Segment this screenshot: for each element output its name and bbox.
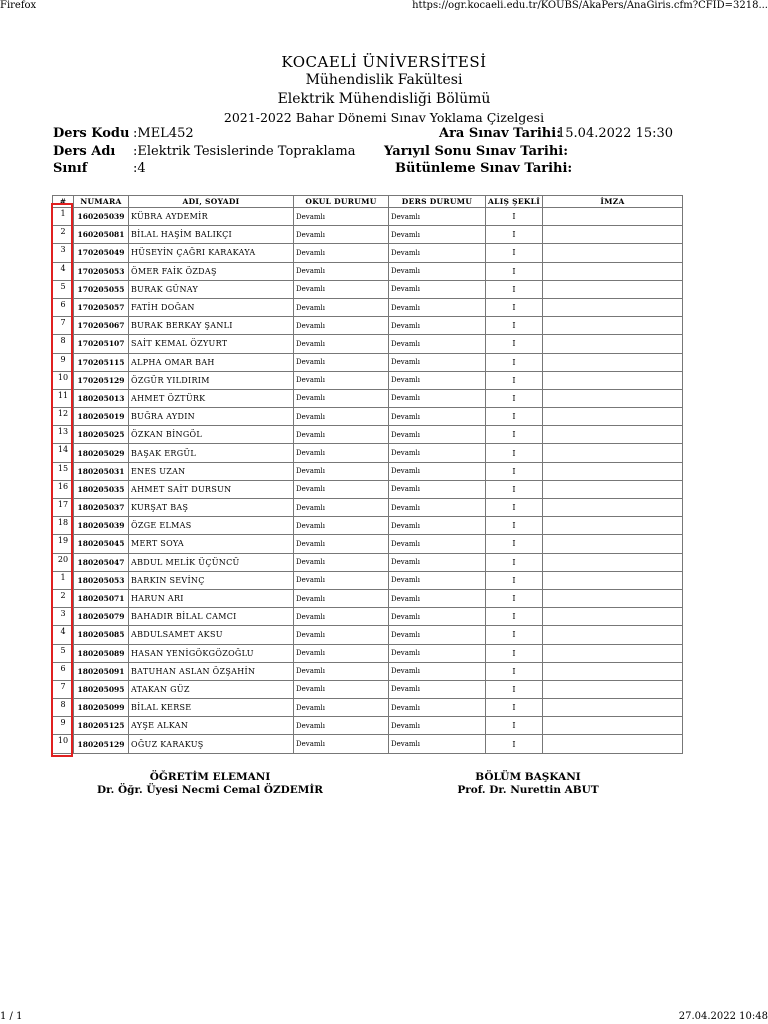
row-number: 6 bbox=[53, 298, 74, 316]
table-row bbox=[53, 480, 683, 498]
table-row bbox=[53, 208, 683, 226]
student-name: AHMET SAİT DURSUN bbox=[129, 480, 294, 498]
school-status: Devamlı bbox=[294, 408, 389, 426]
student-name: HARUN ARI bbox=[129, 589, 294, 607]
course-status: Devamlı bbox=[389, 626, 486, 644]
table-row bbox=[53, 426, 683, 444]
enroll-type: I bbox=[486, 499, 543, 517]
table-row bbox=[53, 571, 683, 589]
student-name: ÖMER FAİK ÖZDAŞ bbox=[129, 262, 294, 280]
course-status: Devamlı bbox=[389, 426, 486, 444]
enroll-type: I bbox=[486, 571, 543, 589]
row-number: 8 bbox=[53, 699, 74, 717]
signature-cell bbox=[543, 280, 683, 298]
signature-cell bbox=[543, 499, 683, 517]
department-title: Elektrik Mühendisliği Bölümü bbox=[277, 91, 491, 107]
enroll-type: I bbox=[486, 226, 543, 244]
col-header-enroll-type: ALIŞ ŞEKLİ bbox=[486, 196, 543, 208]
course-status: Devamlı bbox=[389, 208, 486, 226]
student-number: 160205039 bbox=[74, 208, 129, 226]
school-status: Devamlı bbox=[294, 226, 389, 244]
signature-cell bbox=[543, 608, 683, 626]
school-status: Devamlı bbox=[294, 371, 389, 389]
course-status: Devamlı bbox=[389, 735, 486, 753]
school-status: Devamlı bbox=[294, 353, 389, 371]
school-status: Devamlı bbox=[294, 608, 389, 626]
student-number: 170205055 bbox=[74, 280, 129, 298]
student-number: 180205025 bbox=[74, 426, 129, 444]
class-value: :4 bbox=[133, 161, 146, 176]
row-number: 13 bbox=[53, 426, 74, 444]
attendance-table bbox=[52, 195, 683, 754]
signature-cell bbox=[543, 735, 683, 753]
course-status: Devamlı bbox=[389, 244, 486, 262]
enroll-type: I bbox=[486, 480, 543, 498]
table-row bbox=[53, 298, 683, 316]
student-name: ÖZKAN BİNGÖL bbox=[129, 426, 294, 444]
student-number: 170205053 bbox=[74, 262, 129, 280]
student-name: ÖZGÜR YILDIRIM bbox=[129, 371, 294, 389]
enroll-type: I bbox=[486, 371, 543, 389]
school-status: Devamlı bbox=[294, 517, 389, 535]
course-status: Devamlı bbox=[389, 717, 486, 735]
row-number: 10 bbox=[53, 371, 74, 389]
student-number: 170205049 bbox=[74, 244, 129, 262]
table-row bbox=[53, 389, 683, 407]
row-number: 2 bbox=[53, 226, 74, 244]
school-status: Devamlı bbox=[294, 335, 389, 353]
row-number: 12 bbox=[53, 408, 74, 426]
student-name: OĞUZ KARAKUŞ bbox=[129, 735, 294, 753]
university-title: KOCAELİ ÜNİVERSİTESİ bbox=[281, 53, 487, 71]
final-date-label: Yarıyıl Sonu Sınav Tarihi: bbox=[384, 144, 569, 159]
student-number: 180205071 bbox=[74, 589, 129, 607]
enroll-type: I bbox=[486, 280, 543, 298]
school-status: Devamlı bbox=[294, 462, 389, 480]
student-number: 180205037 bbox=[74, 499, 129, 517]
table-row bbox=[53, 735, 683, 753]
page-url: https://ogr.kocaeli.edu.tr/KOUBS/AkaPers/AnaGiris.cfm?CFID=3218... bbox=[412, 0, 768, 11]
student-number: 180205095 bbox=[74, 680, 129, 698]
table-row bbox=[53, 335, 683, 353]
signature-cell bbox=[543, 699, 683, 717]
enroll-type: I bbox=[486, 699, 543, 717]
student-name: BATUHAN ASLAN ÖZŞAHİN bbox=[129, 662, 294, 680]
table-row bbox=[53, 662, 683, 680]
student-name: BUĞRA AYDIN bbox=[129, 408, 294, 426]
table-row bbox=[53, 517, 683, 535]
row-number: 10 bbox=[53, 735, 74, 753]
row-number: 6 bbox=[53, 662, 74, 680]
student-number: 180205125 bbox=[74, 717, 129, 735]
table-row bbox=[53, 317, 683, 335]
enroll-type: I bbox=[486, 389, 543, 407]
head-name: Prof. Dr. Nurettin ABUT bbox=[457, 784, 599, 796]
row-number: 20 bbox=[53, 553, 74, 571]
row-number: 8 bbox=[53, 335, 74, 353]
table-row bbox=[53, 371, 683, 389]
course-status: Devamlı bbox=[389, 353, 486, 371]
signature-cell bbox=[543, 480, 683, 498]
student-number: 180205031 bbox=[74, 462, 129, 480]
instructor-name: Dr. Öğr. Üyesi Necmi Cemal ÖZDEMİR bbox=[96, 784, 324, 796]
faculty-title: Mühendislik Fakültesi bbox=[305, 72, 463, 88]
table-row bbox=[53, 262, 683, 280]
row-number: 15 bbox=[53, 462, 74, 480]
enroll-type: I bbox=[486, 608, 543, 626]
row-number: 3 bbox=[53, 244, 74, 262]
student-number: 180205089 bbox=[74, 644, 129, 662]
row-number: 7 bbox=[53, 317, 74, 335]
student-number: 180205045 bbox=[74, 535, 129, 553]
school-status: Devamlı bbox=[294, 571, 389, 589]
enroll-type: I bbox=[486, 426, 543, 444]
student-number: 180205053 bbox=[74, 571, 129, 589]
student-name: AYŞE ALKAN bbox=[129, 717, 294, 735]
enroll-type: I bbox=[486, 553, 543, 571]
midterm-date-label: Ara Sınav Tarihi: bbox=[439, 126, 561, 141]
signature-cell bbox=[543, 517, 683, 535]
school-status: Devamlı bbox=[294, 298, 389, 316]
enroll-type: I bbox=[486, 444, 543, 462]
school-status: Devamlı bbox=[294, 244, 389, 262]
course-status: Devamlı bbox=[389, 317, 486, 335]
school-status: Devamlı bbox=[294, 662, 389, 680]
student-name: BAŞAK ERGÜL bbox=[129, 444, 294, 462]
signature-cell bbox=[543, 444, 683, 462]
course-status: Devamlı bbox=[389, 608, 486, 626]
col-header-no: # bbox=[53, 196, 74, 208]
course-status: Devamlı bbox=[389, 699, 486, 717]
class-label: Sınıf bbox=[53, 161, 88, 176]
course-status: Devamlı bbox=[389, 389, 486, 407]
enroll-type: I bbox=[486, 353, 543, 371]
table-row bbox=[53, 280, 683, 298]
school-status: Devamlı bbox=[294, 444, 389, 462]
school-status: Devamlı bbox=[294, 735, 389, 753]
signature-cell bbox=[543, 717, 683, 735]
school-status: Devamlı bbox=[294, 644, 389, 662]
student-name: ENES UZAN bbox=[129, 462, 294, 480]
school-status: Devamlı bbox=[294, 717, 389, 735]
signature-cell bbox=[543, 680, 683, 698]
student-number: 180205079 bbox=[74, 608, 129, 626]
course-status: Devamlı bbox=[389, 298, 486, 316]
student-name: ABDULSAMET AKSU bbox=[129, 626, 294, 644]
table-row bbox=[53, 499, 683, 517]
makeup-date-label: Bütünleme Sınav Tarihi: bbox=[395, 161, 573, 176]
student-number: 180205129 bbox=[74, 735, 129, 753]
table-row bbox=[53, 353, 683, 371]
row-number: 9 bbox=[53, 353, 74, 371]
signature-cell bbox=[543, 589, 683, 607]
row-number: 9 bbox=[53, 717, 74, 735]
table-row bbox=[53, 589, 683, 607]
signature-cell bbox=[543, 408, 683, 426]
col-header-school-status: OKUL DURUMU bbox=[294, 196, 389, 208]
student-name: AHMET ÖZTÜRK bbox=[129, 389, 294, 407]
enroll-type: I bbox=[486, 244, 543, 262]
student-number: 180205029 bbox=[74, 444, 129, 462]
row-number: 1 bbox=[53, 208, 74, 226]
course-status: Devamlı bbox=[389, 280, 486, 298]
table-row bbox=[53, 553, 683, 571]
school-status: Devamlı bbox=[294, 280, 389, 298]
signature-cell bbox=[543, 208, 683, 226]
signature-cell bbox=[543, 426, 683, 444]
course-code-label: Ders Kodu bbox=[53, 126, 130, 141]
highlight-box bbox=[51, 203, 73, 757]
enroll-type: I bbox=[486, 717, 543, 735]
head-title: BÖLÜM BAŞKANI bbox=[475, 771, 581, 783]
student-name: HÜSEYİN ÇAĞRI KARAKAYA bbox=[129, 244, 294, 262]
student-number: 180205085 bbox=[74, 626, 129, 644]
student-name: ATAKAN GÜZ bbox=[129, 680, 294, 698]
row-number: 14 bbox=[53, 444, 74, 462]
table-header-row bbox=[53, 196, 683, 208]
student-name: BAHADIR BİLAL CAMCI bbox=[129, 608, 294, 626]
course-status: Devamlı bbox=[389, 335, 486, 353]
school-status: Devamlı bbox=[294, 626, 389, 644]
enroll-type: I bbox=[486, 680, 543, 698]
row-number: 5 bbox=[53, 644, 74, 662]
signature-cell bbox=[543, 535, 683, 553]
table-row bbox=[53, 408, 683, 426]
instructor-title: ÖĞRETİM ELEMANI bbox=[149, 771, 271, 783]
enroll-type: I bbox=[486, 517, 543, 535]
course-status: Devamlı bbox=[389, 644, 486, 662]
row-number: 7 bbox=[53, 680, 74, 698]
table-row bbox=[53, 244, 683, 262]
table-row bbox=[53, 626, 683, 644]
school-status: Devamlı bbox=[294, 208, 389, 226]
student-name: FATİH DOĞAN bbox=[129, 298, 294, 316]
school-status: Devamlı bbox=[294, 553, 389, 571]
row-number: 17 bbox=[53, 499, 74, 517]
table-row bbox=[53, 535, 683, 553]
enroll-type: I bbox=[486, 408, 543, 426]
student-name: KURŞAT BAŞ bbox=[129, 499, 294, 517]
student-name: KÜBRA AYDEMİR bbox=[129, 208, 294, 226]
enroll-type: I bbox=[486, 317, 543, 335]
school-status: Devamlı bbox=[294, 589, 389, 607]
school-status: Devamlı bbox=[294, 680, 389, 698]
signature-cell bbox=[543, 353, 683, 371]
enroll-type: I bbox=[486, 208, 543, 226]
signature-cell bbox=[543, 644, 683, 662]
signature-cell bbox=[543, 626, 683, 644]
course-status: Devamlı bbox=[389, 662, 486, 680]
page-count: 1 / 1 bbox=[0, 1011, 23, 1022]
student-name: HASAN YENİGÖKGÖZOĞLU bbox=[129, 644, 294, 662]
school-status: Devamlı bbox=[294, 426, 389, 444]
student-number: 180205099 bbox=[74, 699, 129, 717]
student-name: ÖZGE ELMAS bbox=[129, 517, 294, 535]
signature-cell bbox=[543, 462, 683, 480]
student-number: 170205115 bbox=[74, 353, 129, 371]
row-number: 3 bbox=[53, 608, 74, 626]
browser-print-header bbox=[0, 0, 768, 14]
student-number: 180205013 bbox=[74, 389, 129, 407]
row-number: 18 bbox=[53, 517, 74, 535]
signature-cell bbox=[543, 226, 683, 244]
enroll-type: I bbox=[486, 535, 543, 553]
enroll-type: I bbox=[486, 644, 543, 662]
student-number: 170205129 bbox=[74, 371, 129, 389]
school-status: Devamlı bbox=[294, 317, 389, 335]
course-name-value: :Elektrik Tesislerinde Topraklama bbox=[133, 144, 356, 159]
signature-cell bbox=[543, 262, 683, 280]
row-number: 11 bbox=[53, 389, 74, 407]
signature-cell bbox=[543, 317, 683, 335]
document-subtitle: 2021-2022 Bahar Dönemi Sınav Yoklama Çizelgesi bbox=[223, 110, 545, 125]
col-header-signature: İMZA bbox=[543, 196, 683, 208]
midterm-date-value: 15.04.2022 15:30 bbox=[557, 126, 674, 141]
student-name: BİLAL HAŞİM BALIKÇI bbox=[129, 226, 294, 244]
course-status: Devamlı bbox=[389, 262, 486, 280]
browser-title: Firefox bbox=[0, 0, 37, 11]
school-status: Devamlı bbox=[294, 535, 389, 553]
student-number: 160205081 bbox=[74, 226, 129, 244]
enroll-type: I bbox=[486, 662, 543, 680]
course-status: Devamlı bbox=[389, 408, 486, 426]
row-number: 5 bbox=[53, 280, 74, 298]
student-number: 180205091 bbox=[74, 662, 129, 680]
course-name-label: Ders Adı bbox=[53, 144, 116, 159]
signature-cell bbox=[543, 335, 683, 353]
course-status: Devamlı bbox=[389, 589, 486, 607]
enroll-type: I bbox=[486, 262, 543, 280]
table-row bbox=[53, 680, 683, 698]
enroll-type: I bbox=[486, 298, 543, 316]
student-number: 180205035 bbox=[74, 480, 129, 498]
row-number: 19 bbox=[53, 535, 74, 553]
course-status: Devamlı bbox=[389, 444, 486, 462]
col-header-number: NUMARA bbox=[74, 196, 129, 208]
course-code-value: :MEL452 bbox=[133, 126, 194, 141]
student-name: MERT SOYA bbox=[129, 535, 294, 553]
student-number: 180205019 bbox=[74, 408, 129, 426]
student-number: 170205067 bbox=[74, 317, 129, 335]
signature-cell bbox=[543, 662, 683, 680]
col-header-course-status: DERS DURUMU bbox=[389, 196, 486, 208]
course-status: Devamlı bbox=[389, 226, 486, 244]
table-row bbox=[53, 644, 683, 662]
row-number: 2 bbox=[53, 589, 74, 607]
student-name: ALPHA OMAR BAH bbox=[129, 353, 294, 371]
table-row bbox=[53, 226, 683, 244]
course-status: Devamlı bbox=[389, 680, 486, 698]
table-row bbox=[53, 462, 683, 480]
enroll-type: I bbox=[486, 589, 543, 607]
row-number: 4 bbox=[53, 626, 74, 644]
table-row bbox=[53, 608, 683, 626]
signature-cell bbox=[543, 571, 683, 589]
signature-cell bbox=[543, 553, 683, 571]
course-status: Devamlı bbox=[389, 553, 486, 571]
print-timestamp: 27.04.2022 10:48 bbox=[678, 1011, 768, 1022]
signature-cell bbox=[543, 298, 683, 316]
student-name: ABDUL MELİK ÜÇÜNCÜ bbox=[129, 553, 294, 571]
school-status: Devamlı bbox=[294, 699, 389, 717]
enroll-type: I bbox=[486, 335, 543, 353]
course-status: Devamlı bbox=[389, 535, 486, 553]
student-name: BARKIN SEVİNÇ bbox=[129, 571, 294, 589]
student-number: 170205057 bbox=[74, 298, 129, 316]
school-status: Devamlı bbox=[294, 389, 389, 407]
row-number: 1 bbox=[53, 571, 74, 589]
student-name: SAİT KEMAL ÖZYURT bbox=[129, 335, 294, 353]
enroll-type: I bbox=[486, 626, 543, 644]
signature-cell bbox=[543, 389, 683, 407]
signature-cell bbox=[543, 244, 683, 262]
course-status: Devamlı bbox=[389, 517, 486, 535]
school-status: Devamlı bbox=[294, 499, 389, 517]
table-row bbox=[53, 444, 683, 462]
student-number: 180205039 bbox=[74, 517, 129, 535]
course-status: Devamlı bbox=[389, 371, 486, 389]
course-status: Devamlı bbox=[389, 499, 486, 517]
student-number: 180205047 bbox=[74, 553, 129, 571]
course-status: Devamlı bbox=[389, 480, 486, 498]
row-number: 4 bbox=[53, 262, 74, 280]
enroll-type: I bbox=[486, 735, 543, 753]
student-number: 170205107 bbox=[74, 335, 129, 353]
signature-cell bbox=[543, 371, 683, 389]
table-row bbox=[53, 699, 683, 717]
col-header-name: ADI, SOYADI bbox=[129, 196, 294, 208]
school-status: Devamlı bbox=[294, 480, 389, 498]
enroll-type: I bbox=[486, 462, 543, 480]
student-name: BURAK BERKAY ŞANLI bbox=[129, 317, 294, 335]
table-row bbox=[53, 717, 683, 735]
row-number: 16 bbox=[53, 480, 74, 498]
course-status: Devamlı bbox=[389, 571, 486, 589]
student-name: BİLAL KERSE bbox=[129, 699, 294, 717]
course-status: Devamlı bbox=[389, 462, 486, 480]
student-name: BURAK GÜNAY bbox=[129, 280, 294, 298]
school-status: Devamlı bbox=[294, 262, 389, 280]
